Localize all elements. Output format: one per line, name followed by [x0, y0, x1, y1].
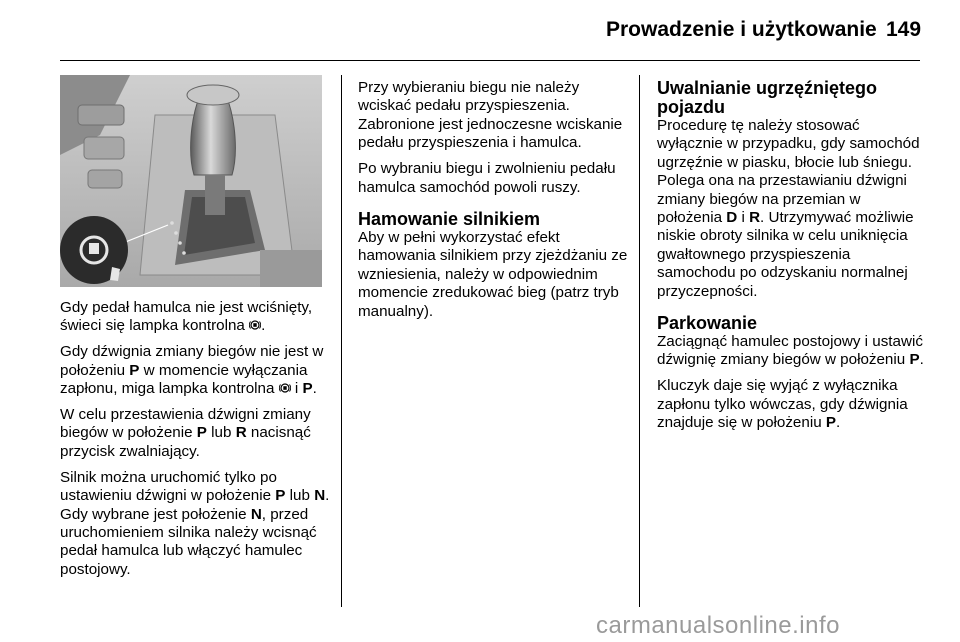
- section-heading: Hamowanie silnikiem: [358, 208, 541, 229]
- column-right: [657, 79, 925, 440]
- section-heading: Uwalnianie ugrzęźniętego pojazdu: [657, 78, 878, 117]
- column-middle: [358, 79, 630, 328]
- paragraph: Przy wybieraniu biegu nie należy wciskać pedału przyspieszenia. Zabronione jest jednoczesne wciskanie pedału przyspieszenia i hamulca.: [358, 79, 623, 152]
- column-left: [60, 299, 332, 587]
- paragraph: Zaciągnąć hamulec postojowy i ustawić dźwignię zmiany biegów w położeniu P.: [657, 333, 924, 369]
- paragraph: Silnik można uruchomić tylko po ustawieniu dźwigni w położenie P lub N. Gdy wybrane jest położenie N, przed uruchomieniem silnika należy wcisnąć pedał hamulca lub włączyć hamulec postojowy.: [60, 468, 330, 578]
- brake-pedal-warning-icon: [279, 382, 291, 394]
- column-divider: [341, 75, 342, 607]
- gear-shift-photo: [60, 75, 322, 287]
- paragraph: W celu przestawienia dźwigni zmiany biegów w położenie P lub R nacisnąć przycisk zwalniający.: [60, 406, 311, 460]
- page-title: Prowadzenie i użytkowanie: [606, 18, 877, 41]
- section-heading: Parkowanie: [657, 313, 758, 334]
- page-number: 149: [886, 18, 922, 41]
- paragraph: Gdy dźwignia zmiany biegów nie jest w położeniu P w momencie wyłączania zapłonu, miga lampka kontrolna i P.: [60, 343, 324, 398]
- paragraph: Po wybraniu biegu i zwolnieniu pedału hamulca samochód powoli ruszy.: [358, 160, 616, 196]
- paragraph: Kluczyk daje się wyjąć z wyłącznika zapłonu tylko wówczas, gdy dźwignia znajduje się w położeniu P.: [657, 377, 908, 432]
- column-divider: [639, 75, 640, 607]
- watermark: carmanualsonline.info: [596, 612, 840, 639]
- paragraph: Gdy pedał hamulca nie jest wciśnięty, świeci się lampka kontrolna .: [60, 299, 313, 335]
- header-rule: [60, 60, 920, 61]
- paragraph: Procedurę tę należy stosować wyłącznie w przypadku, gdy samochód ugrzęźnie w piasku, błocie lub śniegu. Polega ona na przestawianiu dźwigni zmiany biegów na przemian w położenia D i R. Utrzymywać możliwie niskie obroty silnika w celu uniknięcia gwałtownego przyspieszenia samochodu po odzyskaniu normalnej przyczepności.: [657, 117, 920, 300]
- brake-pedal-warning-icon: [249, 319, 261, 331]
- paragraph: Aby w pełni wykorzystać efekt hamowania silnikiem przy zjeżdżaniu ze wzniesienia, należy w odpowiednim momencie zredukować bieg (patrz tryb manualny).: [358, 228, 628, 320]
